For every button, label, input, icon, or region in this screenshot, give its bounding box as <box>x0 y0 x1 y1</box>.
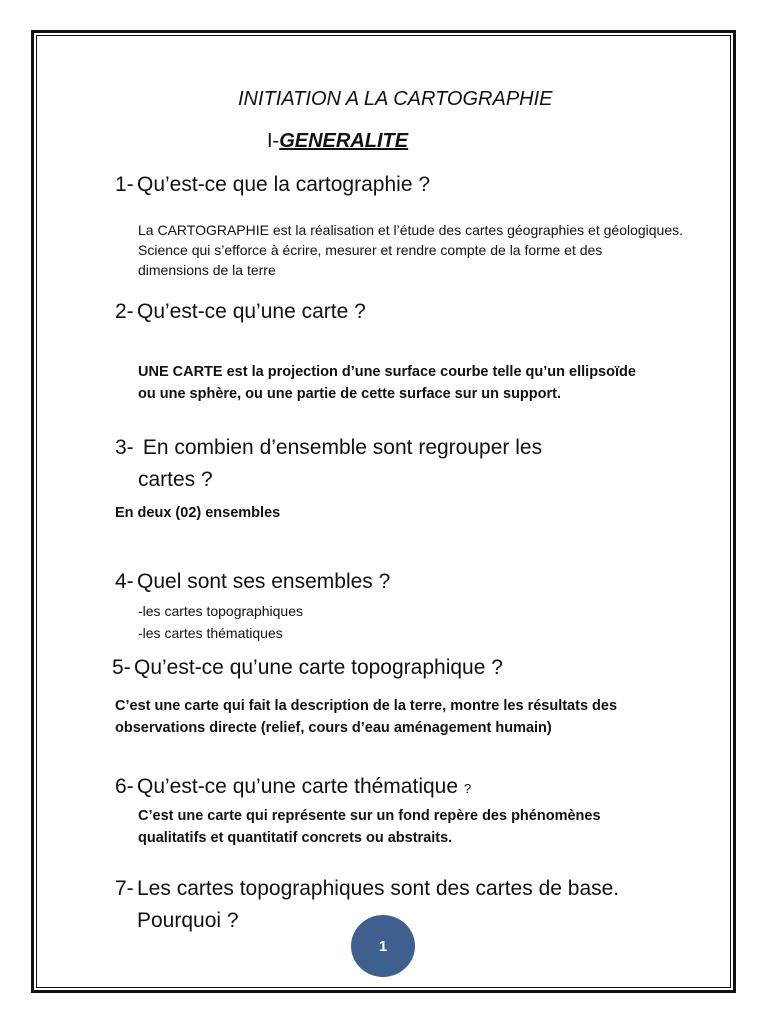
question-number: 5- <box>112 656 131 679</box>
question-number: 2- <box>115 300 134 323</box>
question-text-continued: Pourquoi ? <box>137 909 239 932</box>
question-text: Qu’est-ce que la cartographie ? <box>137 173 431 196</box>
question-text: Qu’est-ce qu’une carte thématique <box>137 775 459 798</box>
question-3 <box>115 432 542 496</box>
question-number: 1- <box>115 173 134 196</box>
answer-line: -les cartes topographiques <box>138 603 303 619</box>
question-2 <box>115 300 366 324</box>
question-number: 7- <box>115 877 134 900</box>
question-4 <box>115 570 390 594</box>
question-number: 6- <box>115 775 134 798</box>
answer-4 <box>138 600 303 644</box>
answer-6 <box>138 805 601 849</box>
page-number-badge: 1 <box>351 915 415 977</box>
answer-line: dimensions de la terre <box>138 262 276 278</box>
question-text: Quel sont ses ensembles ? <box>137 570 391 593</box>
question-number: 4- <box>115 570 134 593</box>
question-5 <box>112 656 503 680</box>
document-title: INITIATION A LA CARTOGRAPHIE <box>238 88 553 110</box>
answer-2 <box>138 361 636 405</box>
question-text: En combien d’ensemble sont regrouper les <box>142 436 543 459</box>
answer-line: En deux (02) ensembles <box>115 505 281 521</box>
question-number: 3- <box>115 436 134 459</box>
question-text-continued: cartes ? <box>138 468 213 491</box>
answer-line: Science qui s’efforce à écrire, mesurer et rendre compte de la forme et des <box>138 242 603 258</box>
question-mark: ? <box>463 781 472 796</box>
question-1 <box>115 173 430 197</box>
answer-line: ou une sphère, ou une partie de cette surface sur un support. <box>138 386 561 402</box>
answer-5 <box>115 695 617 739</box>
answer-1 <box>138 220 683 280</box>
section-heading <box>267 130 408 153</box>
section-prefix: I- <box>267 130 280 152</box>
question-text: Qu’est-ce qu’une carte ? <box>137 300 366 323</box>
question-text: Les cartes topographiques sont des cartes de base. <box>137 877 620 900</box>
question-6 <box>115 775 471 799</box>
answer-line: C’est une carte qui représente sur un fond repère des phénomènes <box>138 808 601 824</box>
section-title: GENERALITE <box>279 130 409 152</box>
answer-3 <box>115 502 280 524</box>
question-text: Qu’est-ce qu’une carte topographique ? <box>134 656 503 679</box>
answer-line: -les cartes thématiques <box>138 625 283 641</box>
answer-line: La CARTOGRAPHIE est la réalisation et l’étude des cartes géographies et géologiques. <box>138 222 684 238</box>
answer-line: observations directe (relief, cours d’eau aménagement humain) <box>115 720 552 736</box>
answer-line: qualitatifs et quantitatif concrets ou abstraits. <box>138 830 453 846</box>
answer-line: UNE CARTE est la projection d’une surface courbe telle qu’un ellipsoïde <box>138 364 636 380</box>
answer-line: C’est une carte qui fait la description de la terre, montre les résultats des <box>115 698 618 714</box>
